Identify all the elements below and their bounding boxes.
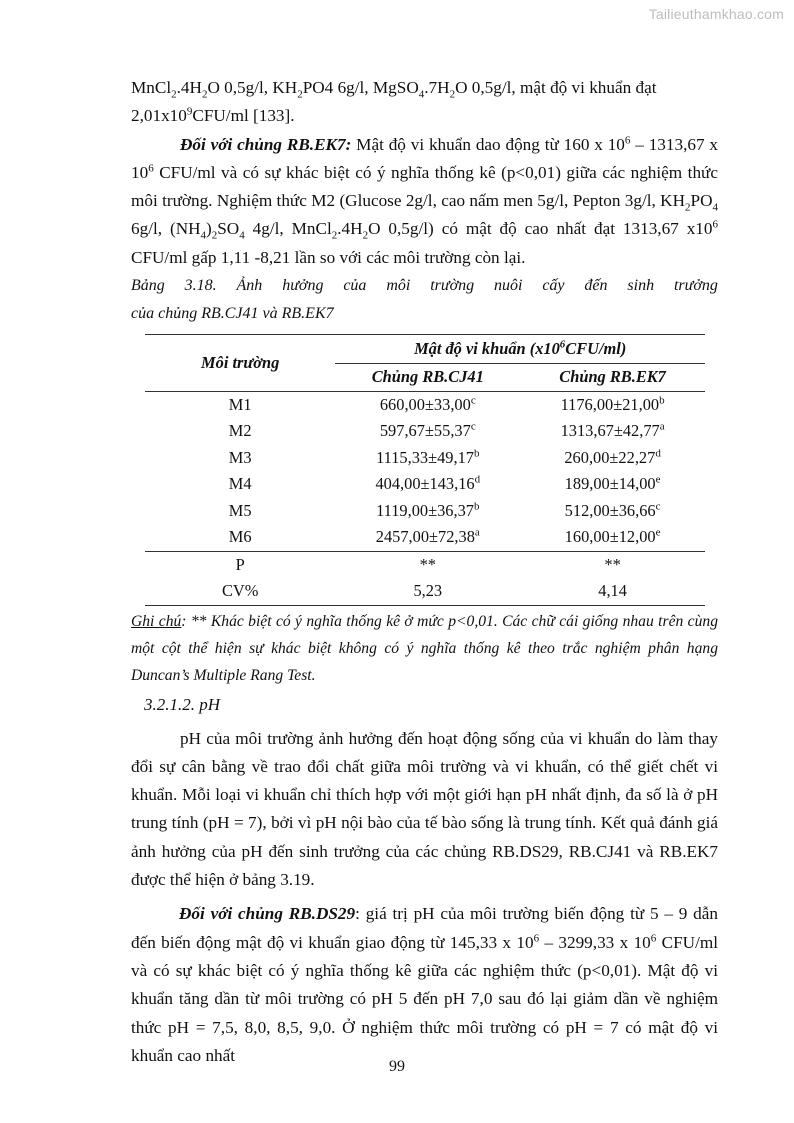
paragraph-rb-ek7: Đối với chủng RB.EK7: Mật độ vi khuẩn dao động từ 160 x $10^6 - 1313,67$ x $10^6$ CFU/ml và có sự khác biệt có ý nghĩa thống kê (p<0,01) giữa các nghiệm thức môi trường. Nghiệm thức M2 (Glucose 2g/l, cao nấm men 5g/l, Pepton 3g/l, $KH_2PO_4$ 6g/l, $(NH_4)_2SO_4$ 4g/l, $MnCl_2.4H_2O$ 0,5g/l) có mật độ cao nhất đạt 1313,67 $x10^6$ CFU/ml gấp 1,11 -8,21 lần so với các môi trường còn lại.: [131, 133, 718, 267]
page-content: [131, 74, 718, 1070]
table-row: M2 597,67±55,37$^c$ 1313,67±42,77$^a$: [228, 420, 665, 441]
table-row: M6 2457,00±72,38$^a$ 160,00±12,00$^e$: [228, 526, 661, 547]
paragraph-continuation: $MnCl_2.4H_2O$ 0,5g/l, $KH_2PO4$ 6g/l, $MgSO_4.7H_2O$ 0,5g/l, mật độ vi khuẩn đạt $2,01x10^9CFU/ml$ [133].: [131, 78, 657, 126]
column-header-rb-cj41: Chủng RB.CJ41: [335, 364, 520, 392]
strain-heading: Đối với chủng RB.EK7:: [180, 134, 352, 154]
paragraph-ph: pH của môi trường ảnh hưởng đến hoạt động sống của vi khuẩn do làm thay đổi sự cân bằng về trao đổi chất giữa môi trường và vi khuẩn, có thể giết chết vi khuẩn. Mỗi loại vi khuẩn chỉ thích hợp với một giới hạn pH nhất định, đa số là ở pH trung tính (pH = 7), bởi vì pH nội bào của tế bào sống là trung tính. Kết quả đánh giá ảnh hưởng của pH đến sinh trưởng của các chủng RB.DS29, RB.CJ41 và RB.EK7 được thể hiện ở bảng 3.19.: [131, 728, 718, 890]
column-header-rb-ek7: Chủng RB.EK7: [520, 364, 705, 392]
section-heading: 3.2.1.2. pH: [144, 694, 221, 714]
watermark: Tailieuthamkhao.com: [648, 6, 784, 22]
table-row: M1 660,00±33,00$^c$ 1176,00±21,00$^b$: [145, 391, 705, 418]
page-number: 99: [389, 1058, 405, 1075]
strain-heading: Đối với chủng RB.DS29: [179, 904, 356, 924]
table-row: M4 404,00±143,16$^d$ 189,00±14,00$^e$: [228, 473, 661, 494]
table-caption: Bảng 3.18. Ảnh hưởng của môi trường nuôi cấy đến sinh trưởng của chủng RB.CJ41 và RB.EK7: [131, 277, 718, 323]
table-note: Ghi chú: ** Khác biệt có ý nghĩa thống kê ở mức p<0,01. Các chữ cái giống nhau trên cùng một cột thể hiện sự khác biệt không có ý nghĩa thống kê theo trắc nghiệm phân hạng Duncan’s Multiple Rang Test.: [131, 612, 718, 684]
table-row: M5 1119,00±36,37$^b$ 512,00±36,66$^c$: [228, 500, 661, 520]
data-table: [145, 334, 705, 606]
column-header-environment: Môi trường: [201, 352, 280, 372]
table-row-cv: CV% 5,23 4,14: [145, 578, 705, 605]
table-row-p: P ** **: [145, 551, 705, 578]
paragraph-rb-ds29: Đối với chủng RB.DS29: giá trị pH của môi trường biến động từ 5 – 9 dẫn đến biến động mật độ vi khuẩn giao động từ 145,33 x $10^6 - 3299,33$ x $10^6$ CFU/ml và có sự khác biệt có ý nghĩa thống kê giữa các nghiệm thức (p<0,01). Mật độ vi khuẩn tăng dần từ môi trường có pH 5 đến pH 7,0 sau đó lại giảm dần về nghiệm thức pH = 7,5, 8,0, 8,5, 9,0. Ở nghiệm thức môi trường có pH = 7 có mật độ vi khuẩn cao nhất: [131, 904, 718, 1065]
table-row: M3 1115,33±49,17$^b$ 260,00±22,27$^d$: [228, 447, 661, 467]
column-header-group: Mật độ vi khuẩn $(x10^6CFU/ml)$: [414, 338, 627, 359]
